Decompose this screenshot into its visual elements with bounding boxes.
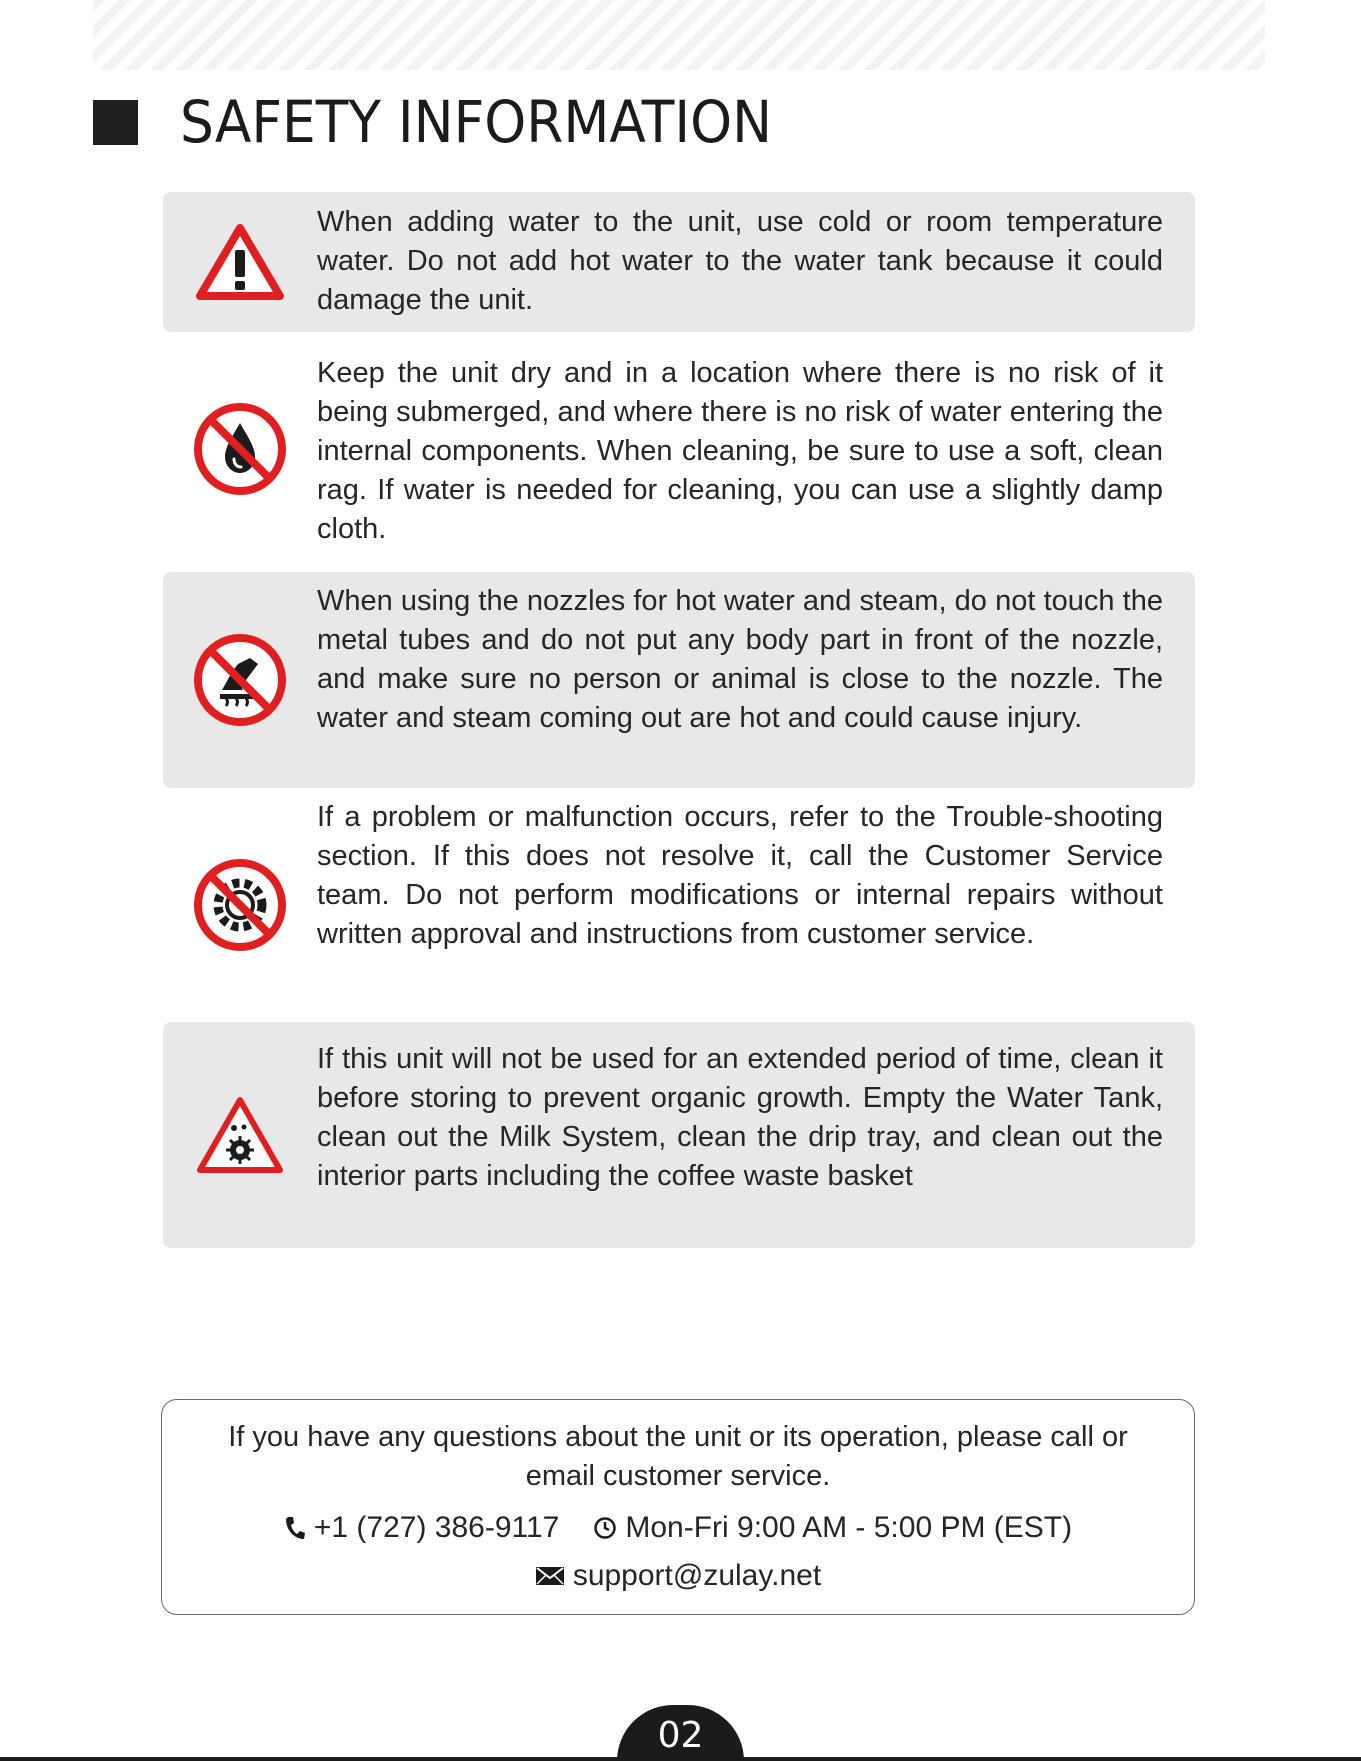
header-stripes bbox=[93, 0, 1265, 70]
safety-item bbox=[163, 332, 1195, 566]
contact-message: If you have any questions about the unit or its operation, please call or email customer service. bbox=[228, 1421, 1128, 1492]
heading-square-bullet bbox=[93, 100, 138, 145]
bottom-rule bbox=[0, 1757, 1361, 1761]
clock-icon bbox=[593, 1516, 617, 1540]
safety-item-icon-cell bbox=[163, 1022, 317, 1248]
section-heading bbox=[93, 88, 823, 156]
page-title: SAFETY INFORMATION bbox=[180, 88, 772, 156]
safety-item-text: Keep the unit dry and in a location where there is no risk of it being submerged, and where there is no risk of water entering the internal components. When cleaning, be sure to use a soft, clean rag. If water is needed for cleaning, you can use a slightly damp cloth. bbox=[317, 357, 1163, 545]
contact-email-row bbox=[162, 1556, 1194, 1596]
safety-item-icon-cell bbox=[163, 572, 317, 788]
no-water-icon bbox=[192, 401, 288, 497]
no-modification-icon bbox=[192, 857, 288, 953]
safety-list bbox=[163, 192, 1195, 1248]
safety-item bbox=[163, 788, 1195, 1022]
contact-phone-hours bbox=[162, 1508, 1194, 1548]
phone-icon bbox=[284, 1515, 306, 1541]
contact-phone[interactable]: +1 (727) 386-9117 bbox=[313, 1511, 560, 1544]
safety-item-text: When using the nozzles for hot water and steam, do not touch the metal tubes and do not put any body part in front of the nozzle, and make sure no person or animal is close to the nozzle. The water and steam coming out are hot and could cause injury. bbox=[317, 585, 1163, 734]
contact-box bbox=[161, 1399, 1195, 1615]
contact-email[interactable]: support@zulay.net bbox=[572, 1559, 822, 1592]
safety-item-icon-cell bbox=[163, 788, 317, 1022]
warning-biohazard-icon bbox=[194, 1094, 286, 1176]
warning-exclamation-icon bbox=[195, 223, 285, 301]
safety-item bbox=[163, 572, 1195, 788]
safety-item-text: When adding water to the unit, use cold or room temperature water. Do not add hot water to the water tank because it could damage the unit. bbox=[317, 206, 1163, 316]
page-number-tab bbox=[617, 1705, 744, 1761]
safety-item-text: If this unit will not be used for an extended period of time, clean it before storing to prevent organic growth. Empty the Water Tank, clean out the Milk System, clean the drip tray, and clean out the interior parts including the coffee waste basket bbox=[317, 1043, 1163, 1192]
safety-item-text: If a problem or malfunction occurs, refer to the Trouble-shooting section. If this does not resolve it, call the Customer Service team. Do not perform modifications or internal repairs without written approval and instructions from customer service. bbox=[317, 801, 1163, 950]
page-number: 02 bbox=[657, 1714, 704, 1756]
no-touch-hot-surface-icon bbox=[192, 632, 288, 728]
safety-item bbox=[163, 1022, 1195, 1248]
contact-hours: Mon-Fri 9:00 AM - 5:00 PM (EST) bbox=[625, 1511, 1073, 1544]
safety-item bbox=[163, 192, 1195, 332]
safety-item-icon-cell bbox=[163, 192, 317, 332]
safety-item-icon-cell bbox=[163, 332, 317, 566]
email-icon bbox=[535, 1566, 565, 1586]
